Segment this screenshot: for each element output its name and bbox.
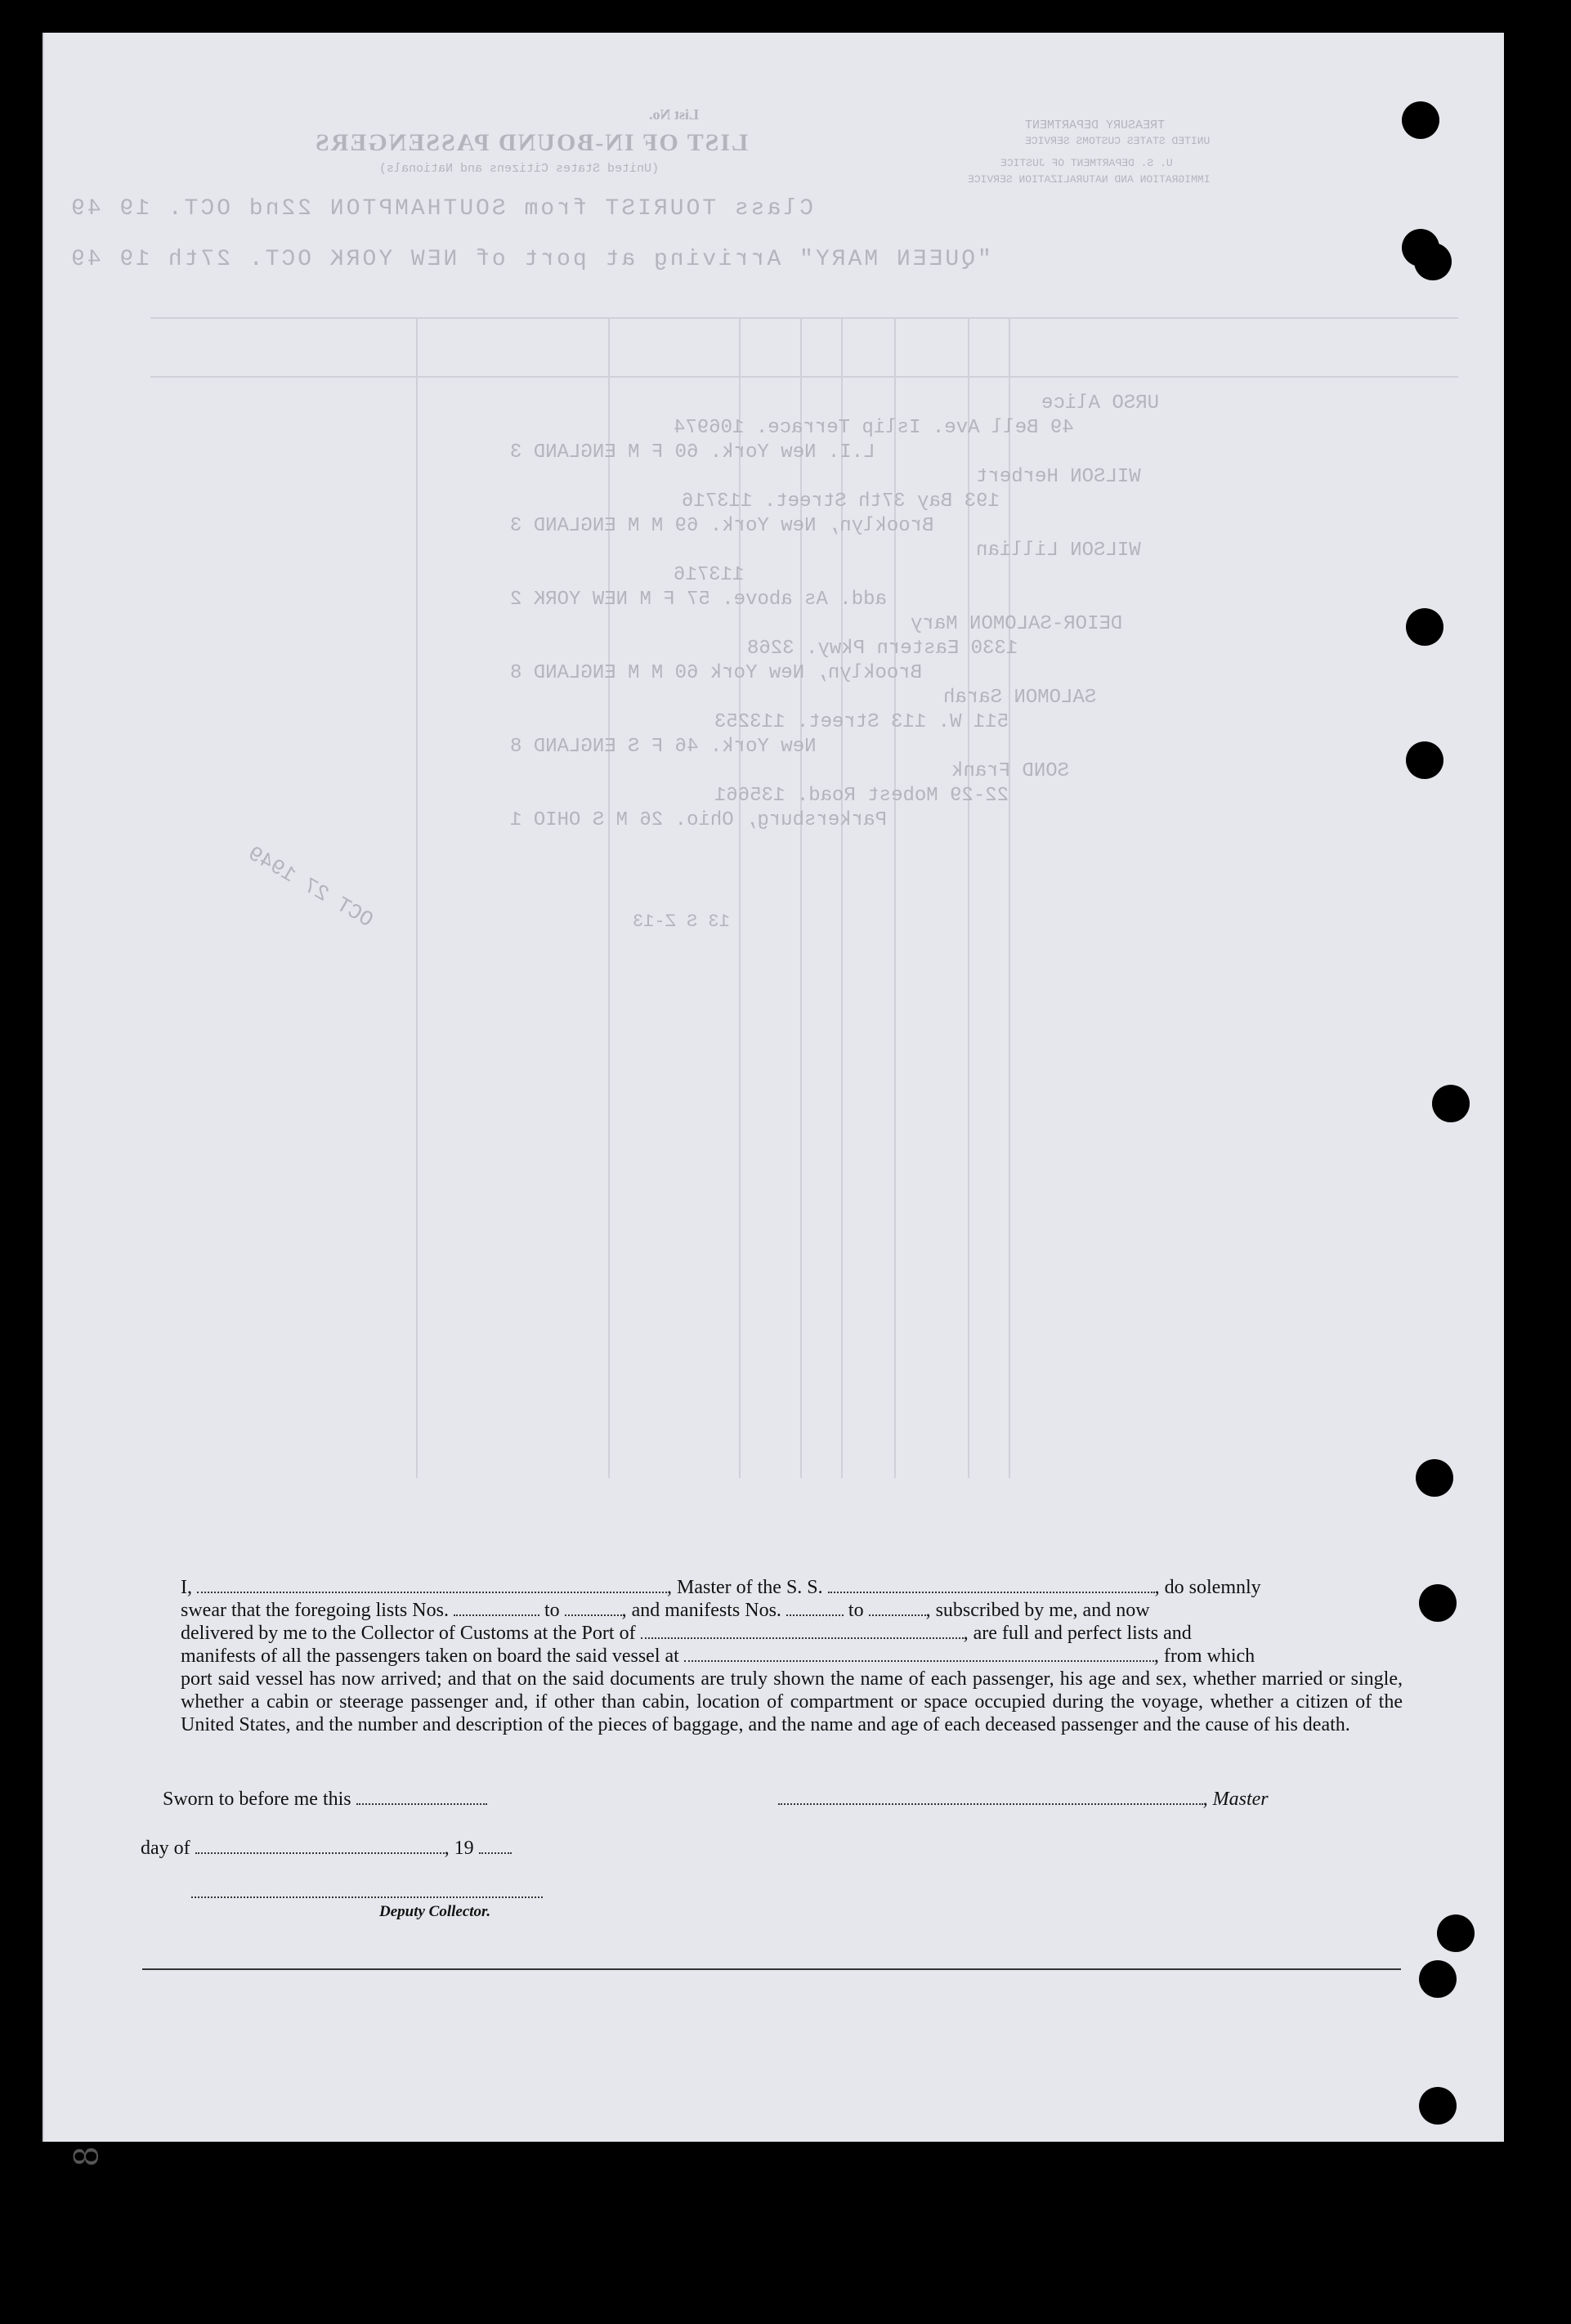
bleed-row: Brooklyn, New York. 69 M M ENGLAND 3 <box>510 515 934 537</box>
bleed-row: URSO Alice <box>1041 392 1160 414</box>
oath-solemnly: , do solemnly <box>1154 1577 1261 1598</box>
deputy-collector-label: Deputy Collector. <box>379 1903 491 1920</box>
bleed-row: L.I. New York. 60 F M ENGLAND 3 <box>510 441 875 463</box>
oath-subscribed: , subscribed by me, and now <box>925 1600 1150 1621</box>
sworn-line <box>163 1789 1403 1811</box>
bleed-list-subtitle: (United States Citizens and Nationals) <box>379 162 660 176</box>
deputy-signature-blank <box>191 1882 543 1898</box>
vessel-name-blank <box>828 1577 1155 1593</box>
year-blank <box>479 1838 512 1854</box>
bleed-row: 49 Bell Ave. Islip Terrace. 106974 <box>674 417 1074 439</box>
bleed-header-rule <box>150 317 1458 319</box>
bleed-list-title: LIST OF IN-BOUND PASSENGERS <box>314 129 749 156</box>
oath-line-2 <box>181 1599 1403 1622</box>
oath-to-2: to <box>848 1600 864 1621</box>
bleed-class-line: Class TOURIST from SOUTHAMPTON 22nd OCT. 19 49 <box>69 196 813 222</box>
manifests-from-blank <box>786 1600 844 1616</box>
manifests-to-blank <box>869 1600 926 1616</box>
port-blank <box>641 1623 964 1639</box>
year-text: , 19 <box>444 1838 474 1859</box>
bleed-row: SALOMON Sarah <box>943 687 1097 709</box>
oath-line-4 <box>181 1645 1403 1668</box>
bleed-header-rule-2 <box>150 376 1458 378</box>
punch-hole <box>1416 1459 1453 1497</box>
oath-line-1 <box>181 1576 1403 1599</box>
punch-hole <box>1402 101 1439 139</box>
bleed-row: DEIOR-SALOMON Mary <box>911 613 1123 635</box>
sworn-text: Sworn to before me this <box>163 1789 351 1810</box>
bleed-row: 113716 <box>674 564 745 586</box>
oath-master-of: , Master of the S. S. <box>667 1577 823 1598</box>
bleed-row: 22-29 Mobest Road. 135661 <box>714 785 1009 807</box>
master-oath <box>181 1576 1403 1736</box>
margin-handwritten-mark: 8 <box>68 2146 106 2167</box>
oath-full: , are full and perfect lists and <box>963 1623 1192 1644</box>
bleed-row: WILSON Lillian <box>976 540 1141 562</box>
punch-hole <box>1419 1584 1457 1622</box>
bleed-row: 1330 Eastern Pkwy. 3268 <box>747 638 1018 660</box>
day-of-text: day of <box>141 1838 190 1859</box>
bleed-row: New York. 46 F S ENGLAND 8 <box>510 736 817 758</box>
lists-to-blank <box>565 1600 622 1616</box>
bleed-row: Brooklyn, New York 60 M M ENGLAND 8 <box>510 662 923 684</box>
bleed-customs: UNITED STATES CUSTOMS SERVICE <box>1025 135 1211 147</box>
departure-port-blank <box>684 1646 1154 1662</box>
sworn-date-blank <box>356 1789 487 1805</box>
oath-i: I, <box>181 1577 192 1598</box>
day-of-line <box>141 1838 512 1860</box>
bleed-justice: U. S. DEPARTMENT OF JUSTICE <box>1000 157 1173 169</box>
punch-hole <box>1406 608 1443 646</box>
punch-hole <box>1419 1960 1457 1998</box>
oath-manifests-all: manifests of all the passengers taken on board the said vessel at <box>181 1646 679 1667</box>
punch-hole <box>1414 243 1452 280</box>
bleed-mid-stamp: 13 S Z-13 <box>633 911 730 932</box>
oath-line-3 <box>181 1622 1403 1645</box>
master-name-blank <box>197 1577 667 1593</box>
punch-hole <box>1437 1914 1475 1952</box>
bleed-row: Parkersburg, Ohio. 26 M S OHIO 1 <box>510 809 887 831</box>
oath-to-1: to <box>544 1600 560 1621</box>
bottom-rule <box>142 1968 1401 1970</box>
day-of-blank <box>195 1838 445 1854</box>
bleed-row: 511 W. 113 Street. 113253 <box>714 711 1009 733</box>
oath-delivered: delivered by me to the Collector of Customs at the Port of <box>181 1623 636 1644</box>
oath-from-which: , from which <box>1153 1646 1255 1667</box>
bleed-col-rule <box>416 317 418 1478</box>
oath-swear: swear that the foregoing lists Nos. <box>181 1600 449 1621</box>
bleed-list-no: List No. <box>649 106 700 123</box>
bleed-col-rule <box>1009 317 1010 1478</box>
bleed-row: SOND Frank <box>951 760 1070 782</box>
master-signature-blank <box>778 1789 1203 1805</box>
bleed-treasury: TREASURY DEPARTMENT <box>1025 119 1166 132</box>
bleed-side-stamp: OCT 27 1949 <box>243 841 378 933</box>
bleed-immigration: IMMIGRATION AND NATURALIZATION SERVICE <box>968 173 1211 186</box>
bleed-row: WILSON Herbert <box>976 466 1141 488</box>
punch-hole <box>1406 741 1443 779</box>
punch-hole <box>1432 1085 1470 1122</box>
bleed-col-rule <box>608 317 610 1478</box>
lists-from-blank <box>454 1600 539 1616</box>
oath-body: port said vessel has now arrived; and that on the said documents are truly shown the name of each passenger, his age and sex, whether married or single, whether a cabin or steerage passenger and, if other than cabin, location of compartment or space occupied during the voyage, whether a citizen of the United States, and the number and description of the pieces of baggage, and the name and age of each deceased passenger and the cause of his death. <box>181 1668 1403 1735</box>
bleed-arrival-line: "QUEEN MARY" Arriving at port of NEW YORK OCT. 27th 19 49 <box>69 247 991 272</box>
bleed-row: add. As above. 57 F M NEW YORK 2 <box>510 589 887 611</box>
bleed-row: 193 Bay 37th Street. 113716 <box>682 490 1000 513</box>
document-sheet <box>43 33 1504 2167</box>
punch-hole <box>1419 2087 1457 2125</box>
sworn-master-label: , Master <box>1202 1789 1269 1810</box>
oath-manifests: , and manifests Nos. <box>621 1600 781 1621</box>
